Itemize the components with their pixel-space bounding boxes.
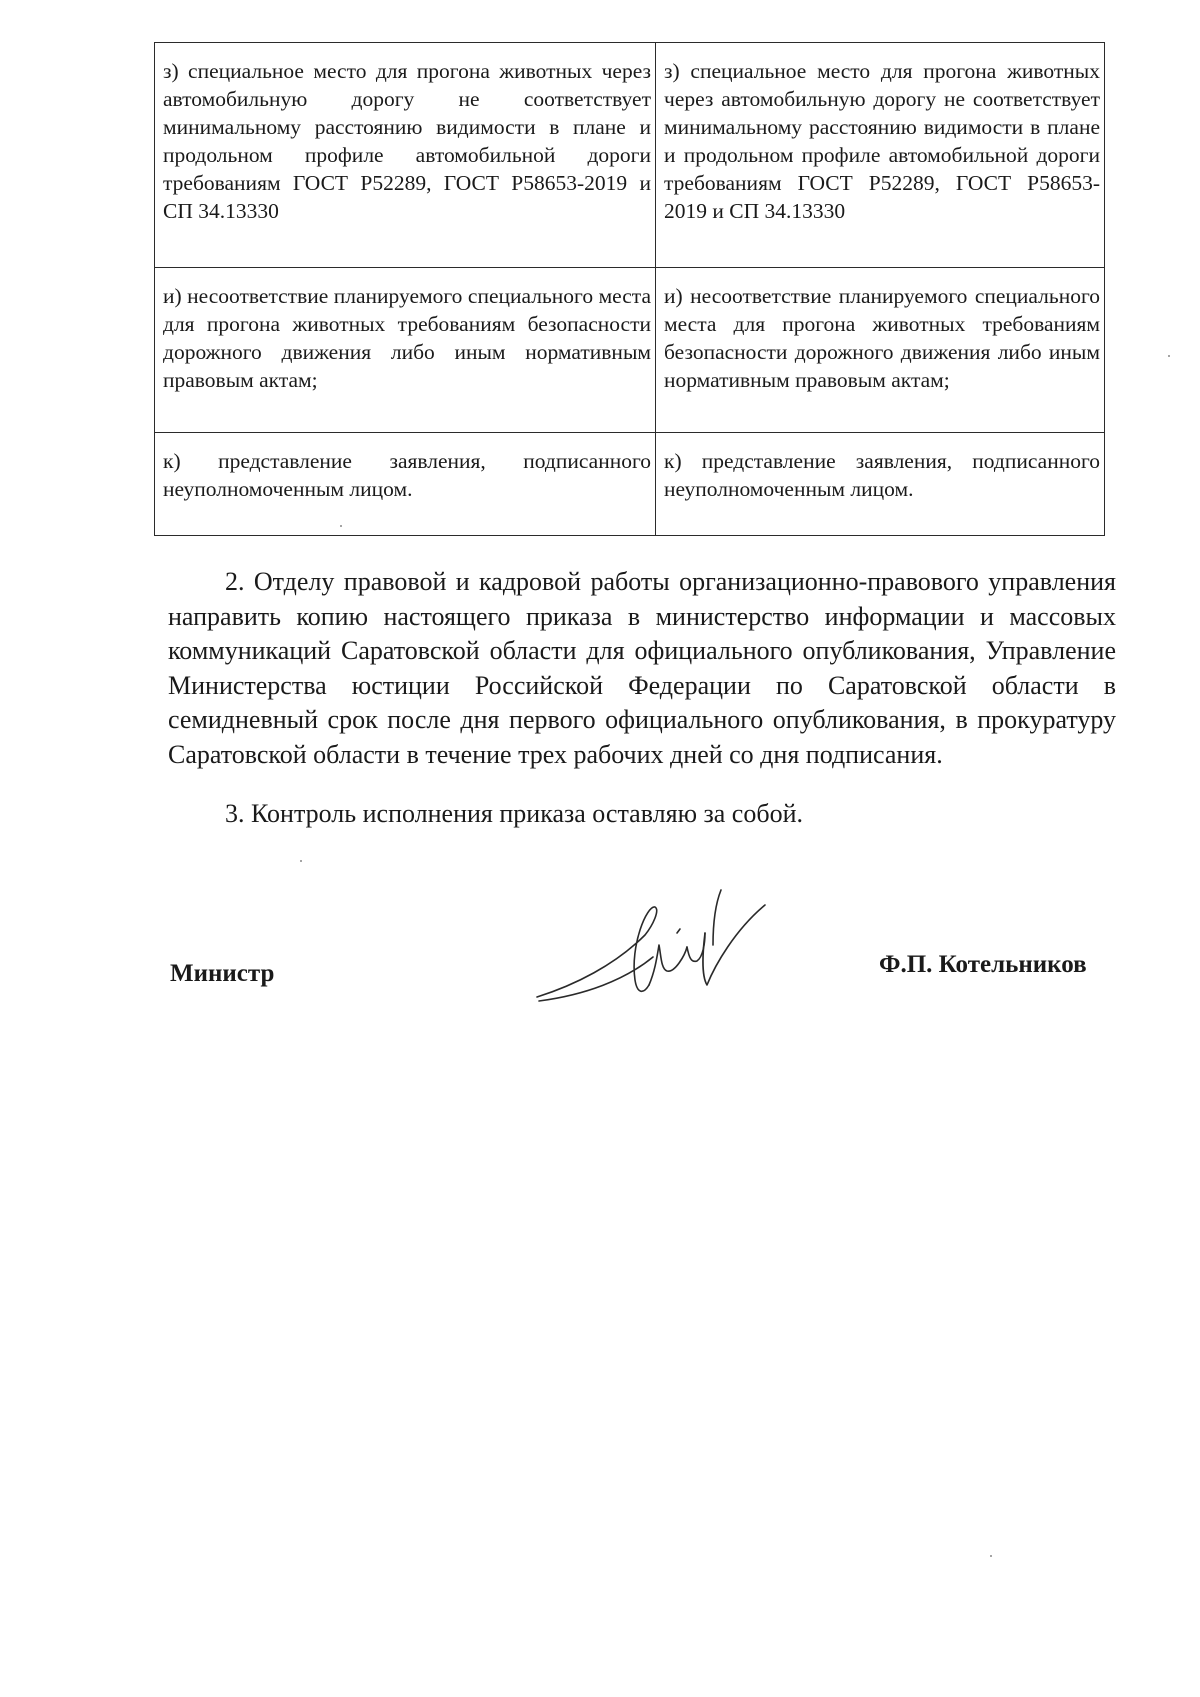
criteria-table xyxy=(154,42,1105,536)
table-row xyxy=(155,268,1105,433)
table-cell-left: з) специальное место для прогона животных через автомобильную дорогу не соответствует минимальному расстоянию видимости в плане и продольном профиле автомобильной дороги требованиям ГОСТ Р52289, ГОСТ Р58653-2019 и СП 34.13330 xyxy=(155,43,656,268)
handwritten-signature xyxy=(535,885,770,1010)
table-cell-left: к) представление заявления, подписанного неуполномоченным лицом. xyxy=(155,433,656,536)
table-row xyxy=(155,43,1105,268)
table-cell-left: и) несоответствие планируемого специального места для прогона животных требованиям безопасности дорожного движения либо иным нормативным правовым актам; xyxy=(155,268,656,433)
scan-speck xyxy=(1168,355,1170,357)
table-cell-right: з) специальное место для прогона животных через автомобильную дорогу не соответствует минимальному расстоянию видимости в плане и продольном профиле автомобильной дороги требованиям ГОСТ Р52289, ГОСТ Р58653-2019 и СП 34.13330 xyxy=(656,43,1105,268)
scan-speck xyxy=(990,1555,992,1557)
scan-speck xyxy=(340,525,342,527)
scan-speck xyxy=(300,860,302,862)
paragraph-publication-order: 2. Отделу правовой и кадровой работы организационно-правового управления направить копию настоящего приказа в министерство информации и массовых коммуникаций Саратовской области для официального опубликования, Управление Министерства юстиции Российской Федерации по Саратовской области в семидневный срок после дня первого официального опубликования, в прокуратуру Саратовской области в течение трех рабочих дней со дня подписания. xyxy=(168,567,1116,769)
table-row xyxy=(155,433,1105,536)
table-cell-right: к) представление заявления, подписанного неуполномоченным лицом. xyxy=(656,433,1105,536)
table-cell-right: и) несоответствие планируемого специального места для прогона животных требованиям безопасности дорожного движения либо иным нормативным правовым актам; xyxy=(656,268,1105,433)
signatory-title: Министр xyxy=(170,960,275,987)
paragraph-control: 3. Контроль исполнения приказа оставляю за собой. xyxy=(225,799,803,828)
signatory-name: Ф.П. Котельников xyxy=(879,951,1087,978)
